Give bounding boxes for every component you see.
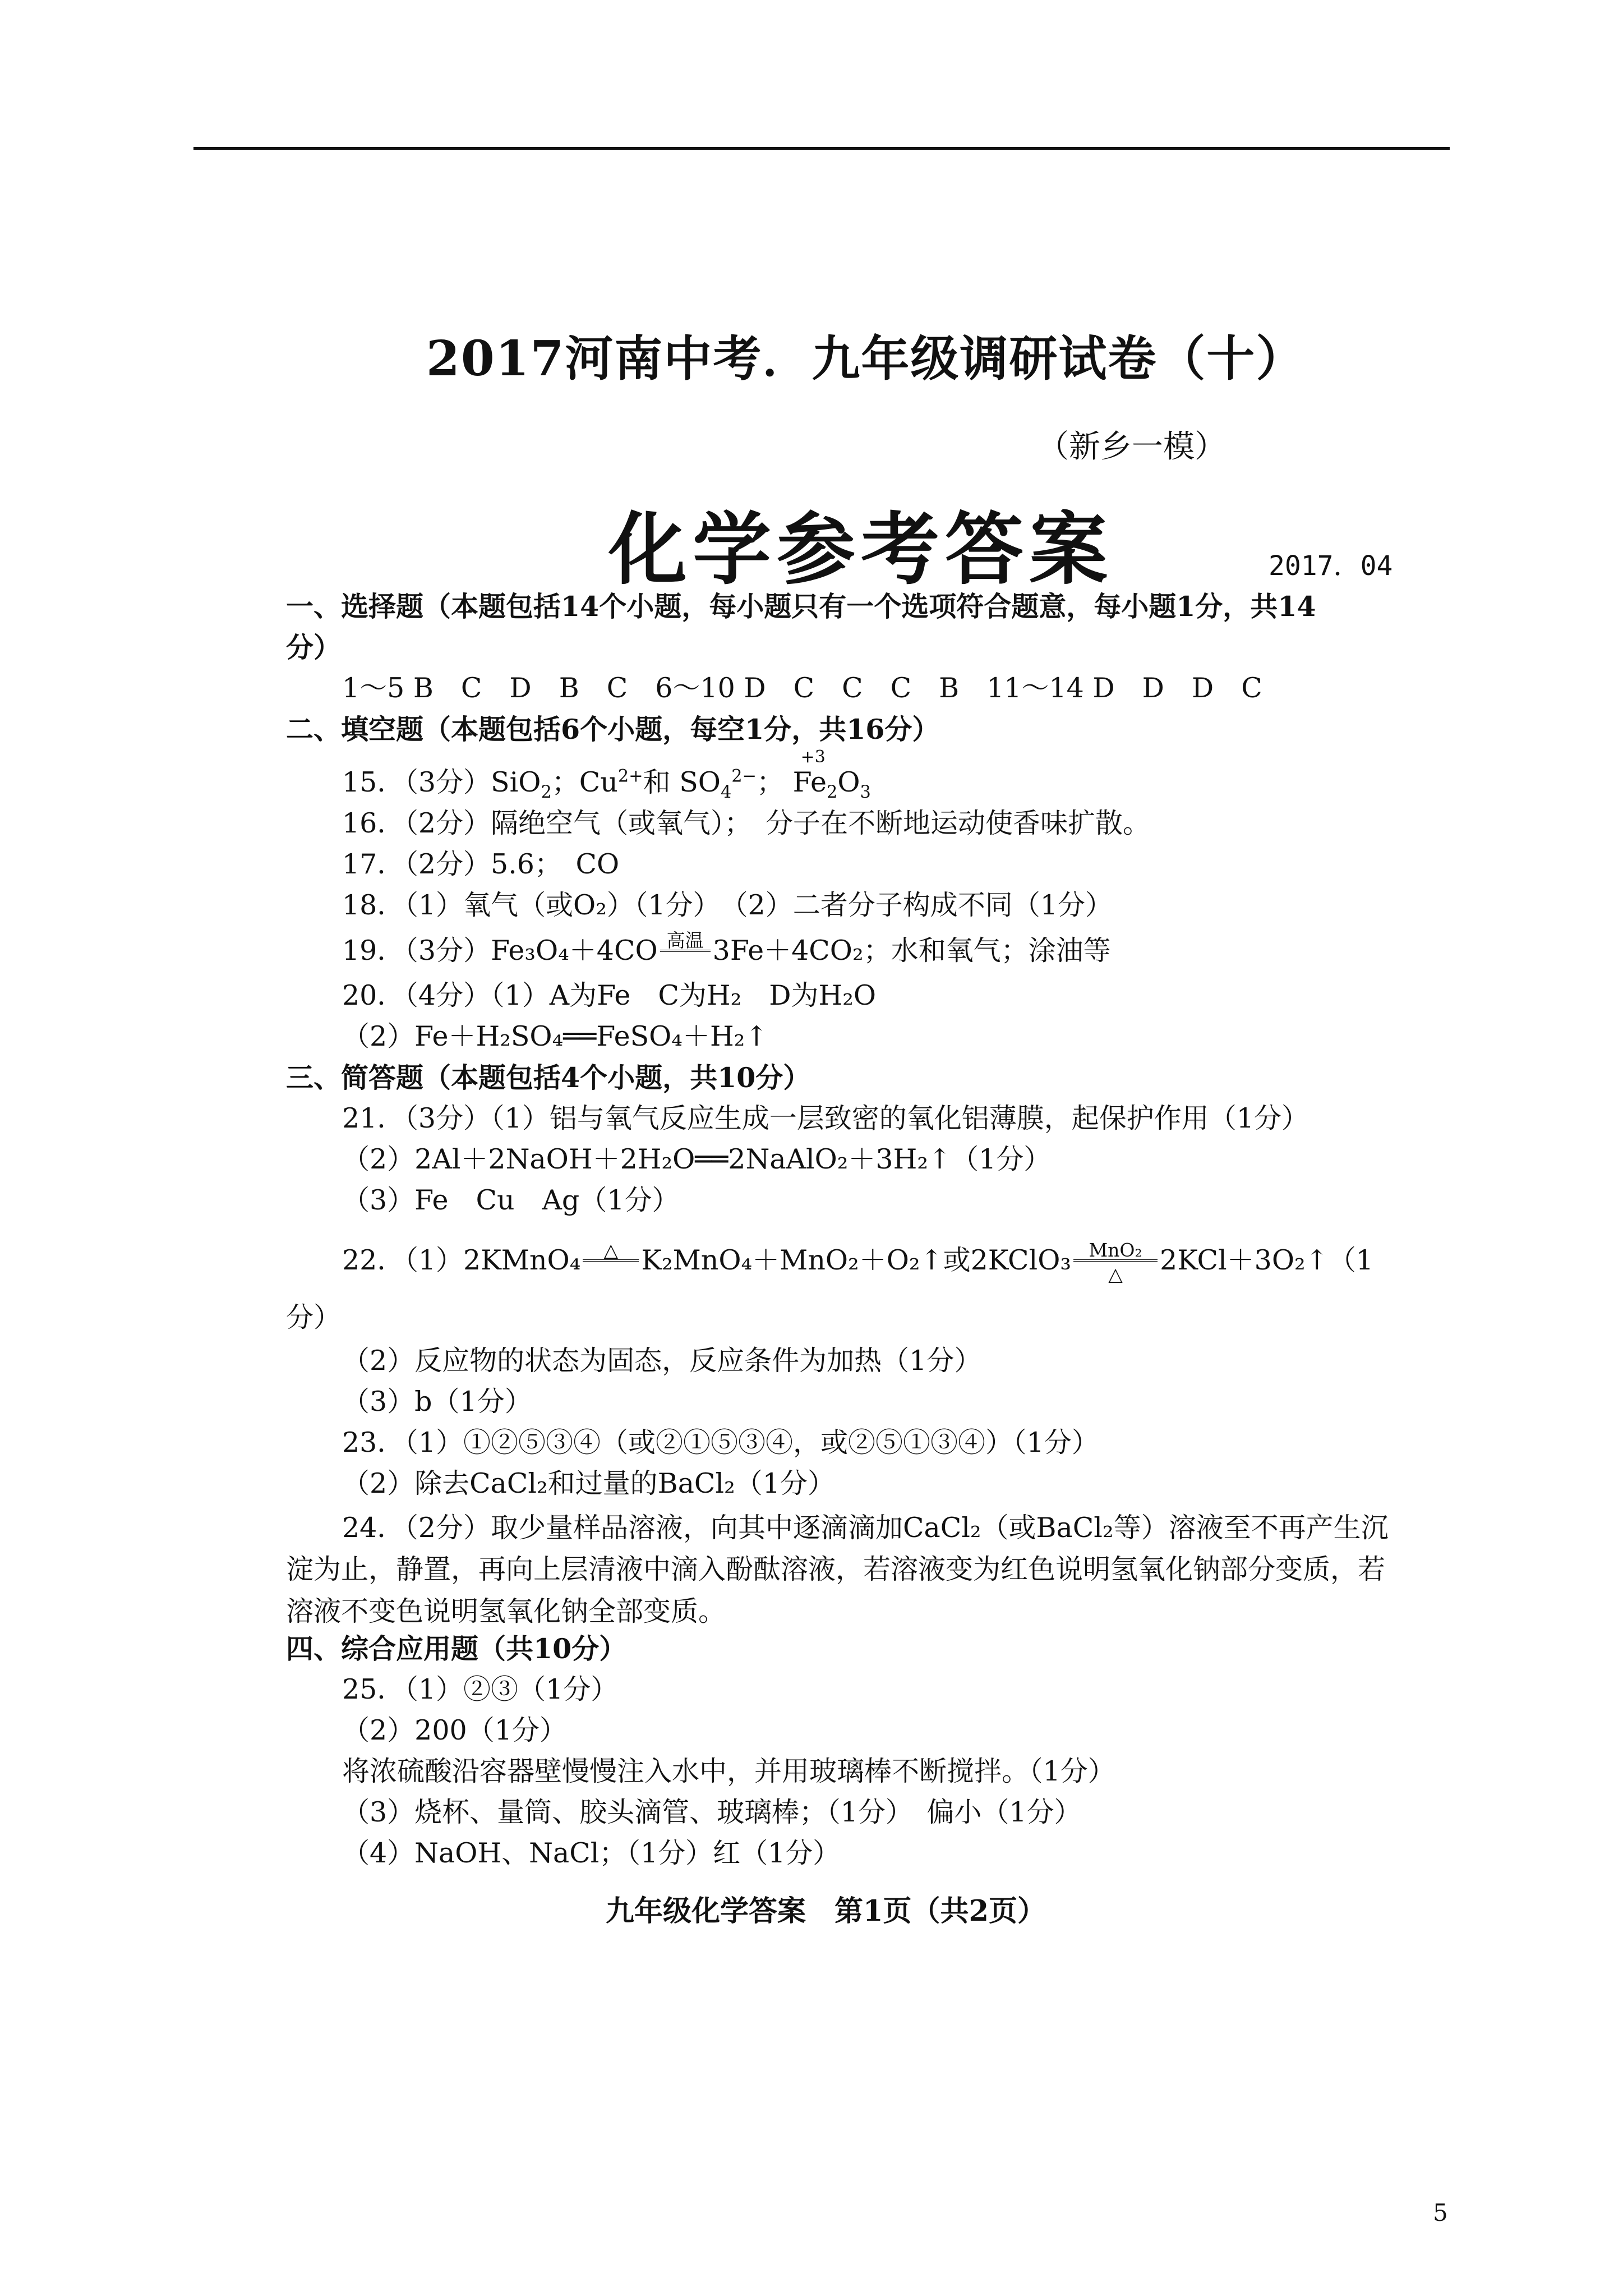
section-4-heading: 四、综合应用题（共10分） — [286, 1632, 627, 1665]
q18-line: 18．（1）氧气（或O₂）（1分） （2）二者分子构成不同（1分） — [342, 889, 1113, 921]
top-rule — [193, 147, 1450, 150]
q22-condition-catalyst — [1073, 1241, 1158, 1284]
q22-part1 — [342, 1241, 1373, 1284]
choice-answers: 1～5 B C D B C 6～10 D C C C B 11～14 D D D C — [342, 672, 1262, 704]
q20-part2: （2）Fe＋H₂SO₄══FeSO₄＋H₂↑ — [342, 1020, 768, 1052]
q25-part1: 25．（1）②③（1分） — [342, 1673, 619, 1705]
exam-subtitle: （新乡一模） — [1038, 429, 1226, 465]
q15-o: O — [837, 766, 860, 798]
q23-part1: 23．（1）①②⑤③④（或②①⑤③④，或②⑤①③④）（1分） — [342, 1427, 1099, 1458]
q15-so4: 和 SO — [643, 766, 721, 798]
q15-sio2: SiO — [491, 766, 541, 798]
page-title: 化学参考答案 — [608, 504, 1114, 596]
q22-catalyst: MnO₂ — [1089, 1239, 1142, 1261]
q15-fe: Fe — [792, 766, 827, 798]
q15-valence: +3 — [800, 747, 826, 767]
page-footer: 九年级化学答案 第1页（共2页） — [606, 1894, 1046, 1928]
q15-fe2o3: +3 $Fe_2O_3$ — [792, 747, 871, 802]
q15-line: 15．（3分）SiO$_2$；$Cu^{2+}$和 $SO_4^{2-}$； +3 $Fe_2O_3$ — [342, 747, 871, 802]
q21-part2: （2）2Al＋2NaOH＋2H₂O══2NaAlO₂＋3H₂↑（1分） — [342, 1143, 1052, 1175]
q19-products: 3Fe＋4CO₂；水和氧气；涂油等 — [712, 935, 1111, 967]
section-1-heading-cont: 分） — [286, 631, 342, 664]
q20-part1: 20．（4分）（1）A为Fe C为H₂ D为H₂O — [342, 979, 877, 1011]
q25-part4: （4）NaOH、NaCl；（1分）红（1分） — [342, 1837, 841, 1869]
q22-part2: （2）反应物的状态为固态，反应条件为加热（1分） — [342, 1345, 982, 1377]
q25-part3: （3）烧杯、量筒、胶头滴管、玻璃棒；（1分） 偏小（1分） — [342, 1796, 1082, 1828]
q22-heat-symbol: △ — [603, 1239, 619, 1261]
q15-cu: ；Cu — [551, 766, 618, 798]
q21-part1: 21．（3分）（1）铝与氧气反应生成一层致密的氧化铝薄膜，起保护作用（1分） — [342, 1102, 1309, 1134]
q24-paragraph: 24．（2分）取少量样品溶液，向其中逐滴滴加CaCl₂（或BaCl₂等）溶液至不再产生沉淀为止，静置，再向上层清液中滴入酚酞溶液，若溶液变为红色说明氢氧化钠部分变质，若溶液不变色说明氢氧化钠全部变质。 — [286, 1512, 1389, 1627]
q25-part2-note: 将浓硫酸沿容器壁慢慢注入水中，并用玻璃棒不断搅拌。（1分） — [342, 1755, 1115, 1787]
section-1-heading: 一、选择题（本题包括14个小题，每小题只有一个选项符合题意，每小题1分，共14 — [286, 590, 1316, 623]
q19-reactants: 19．（3分）Fe₃O₄＋4CO — [342, 935, 658, 967]
q23-part2: （2）除去CaCl₂和过量的BaCl₂（1分） — [342, 1467, 835, 1499]
q15-prefix: 15．（3分） — [342, 766, 491, 798]
page-number: 5 — [1433, 2199, 1448, 2226]
q19-condition — [660, 931, 711, 974]
q15-sep: ； — [757, 766, 785, 798]
q22-part1-cont: 分） — [286, 1301, 342, 1333]
q22-eq1-reactant: 22．（1）2KMnO₄ — [342, 1244, 581, 1276]
q22-condition-heat — [583, 1241, 639, 1284]
q22-part3: （3）b（1分） — [342, 1386, 532, 1418]
section-3-heading: 三、简答题（本题包括4个小题，共10分） — [286, 1061, 811, 1094]
q19-line — [342, 931, 1111, 974]
q25-part2: （2）200（1分） — [342, 1714, 567, 1746]
exam-title: 2017河南中考．九年级调研试卷（十） — [426, 330, 1306, 387]
q22-heat-symbol-2: △ — [1108, 1263, 1123, 1285]
q21-part3: （3）Fe Cu Ag（1分） — [342, 1184, 680, 1216]
q19-condition-text: 高温 — [666, 930, 704, 951]
section-2-heading: 二、填空题（本题包括6个小题，每空1分，共16分） — [286, 713, 940, 746]
q22-eq2-products: 2KCl＋3O₂↑（1 — [1160, 1244, 1373, 1276]
q22-eq1-products: K₂MnO₄＋MnO₂＋O₂↑或2KClO₃ — [641, 1244, 1072, 1276]
date: 2017．04 — [1269, 550, 1393, 582]
q16-line: 16．（2分）隔绝空气（或氧气）； 分子在不断地运动使香味扩散。 — [342, 807, 1151, 839]
q17-line: 17．（2分）5.6； CO — [342, 848, 620, 880]
